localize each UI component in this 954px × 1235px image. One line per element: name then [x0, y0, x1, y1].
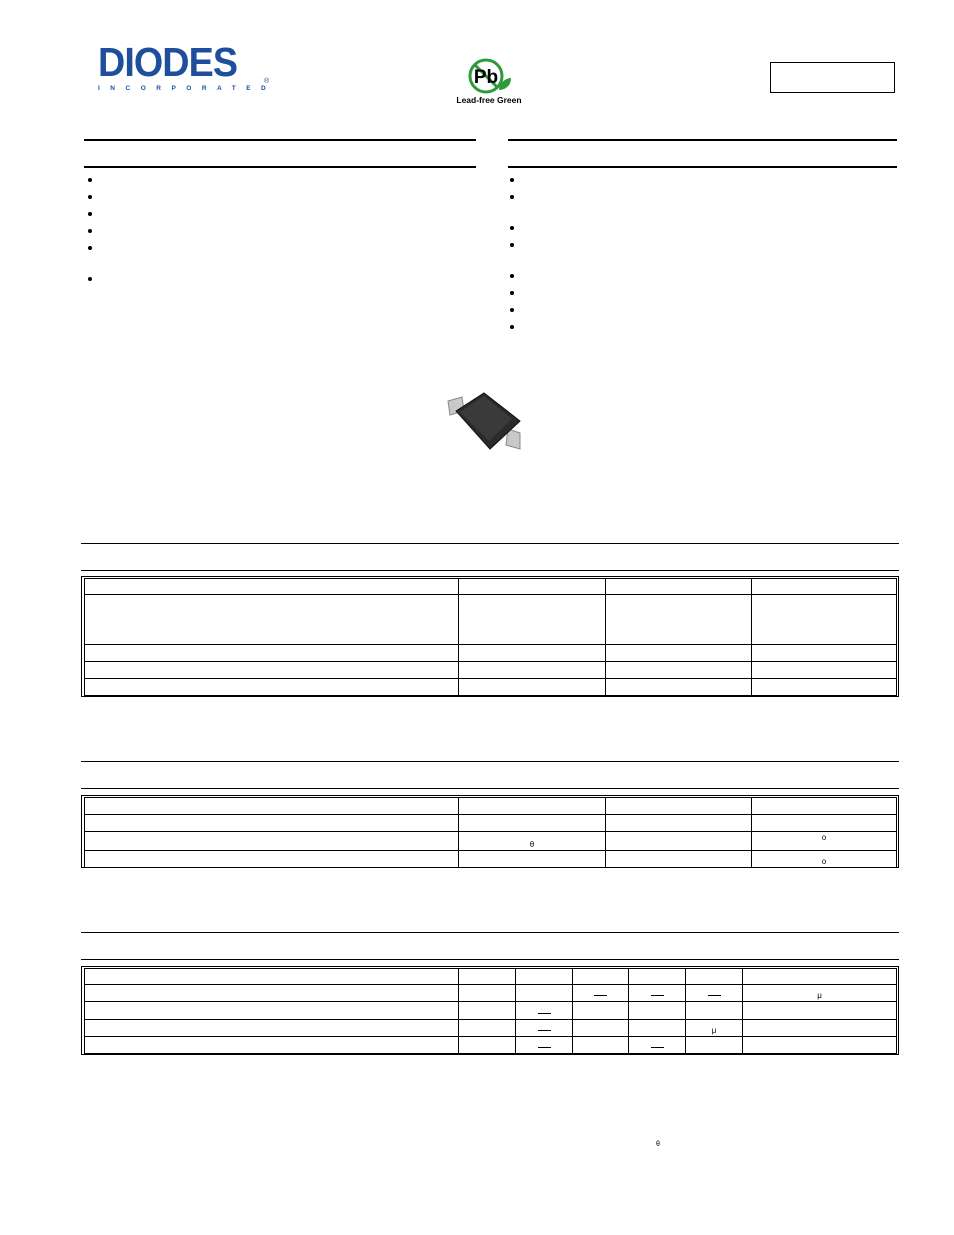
features-list [88, 178, 98, 288]
table-row [85, 679, 897, 696]
dash-mark [538, 1013, 551, 1014]
badge-caption: Lead-free Green [456, 95, 522, 105]
list-item [510, 195, 516, 201]
list-item [510, 274, 516, 280]
company-logo [98, 40, 256, 84]
badge-symbol: Pb [473, 67, 499, 88]
list-item [510, 325, 516, 331]
table-row [85, 1002, 897, 1020]
footnote-theta-symbol: θ [656, 1141, 660, 1148]
list-item [510, 308, 516, 314]
dash-mark [538, 1030, 551, 1031]
section-3-bottom-rule [81, 959, 899, 960]
table-1 [84, 578, 897, 696]
mechanical-bottom-rule [508, 166, 897, 168]
list-item [88, 246, 94, 252]
dash-mark [651, 995, 664, 996]
list-item [510, 291, 516, 297]
dash-mark [538, 1047, 551, 1048]
list-item [510, 243, 516, 249]
section-2-top-rule [81, 761, 899, 762]
logo-text: DIODES [98, 39, 238, 85]
table-row [85, 595, 897, 645]
package-image [440, 385, 530, 460]
degree-symbol: o [821, 857, 827, 866]
degree-symbol: o [821, 833, 827, 842]
part-number-box [770, 62, 895, 93]
section-1-bottom-rule [81, 570, 899, 571]
theta-symbol: θ [529, 840, 535, 849]
table-row [85, 579, 897, 595]
table-row [85, 662, 897, 679]
list-item [510, 178, 516, 184]
table-3 [84, 968, 897, 1054]
table-row [85, 645, 897, 662]
table-row [85, 851, 897, 868]
mechanical-top-rule [508, 139, 897, 141]
list-item [88, 195, 94, 201]
section-3-top-rule [81, 932, 899, 933]
list-item [88, 277, 94, 283]
section-1-top-rule [81, 543, 899, 544]
micro-symbol: μ [711, 1026, 717, 1035]
table-row [85, 985, 897, 1002]
table-2 [84, 797, 897, 868]
table-row [85, 1020, 897, 1037]
table-row [85, 815, 897, 832]
logo-subtext: INCORPORATED [98, 85, 277, 92]
section-2-bottom-rule [81, 788, 899, 789]
list-item [88, 178, 94, 184]
registered-mark: ® [264, 78, 270, 85]
table-row [85, 832, 897, 851]
table-row [85, 1037, 897, 1054]
features-bottom-rule [84, 166, 476, 168]
dash-mark [594, 995, 607, 996]
table-row [85, 969, 897, 985]
list-item [88, 229, 94, 235]
dash-mark [708, 995, 721, 996]
table-row [85, 798, 897, 815]
list-item [510, 226, 516, 232]
list-item [88, 212, 94, 218]
features-top-rule [84, 139, 476, 141]
micro-symbol: μ [817, 991, 822, 1000]
mechanical-list [510, 178, 520, 338]
dash-mark [651, 1047, 664, 1048]
